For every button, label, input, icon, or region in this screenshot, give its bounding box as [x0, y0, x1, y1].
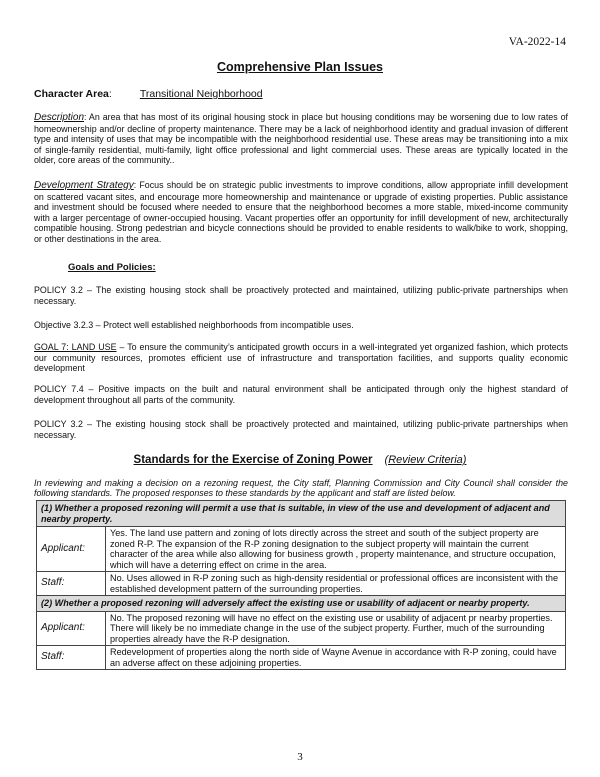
description-text: : An area that has most of its original housing stock in place but housing conditions may be worsening due to low rates of homeownership and/or decline of property maintenance. There may be a lack of neighborhood identity and gradual invasion of different type and intensity of uses that may be incompatible with the neighborhood residential use. These areas may be transitioning into a mix of single-family residential, multi-family, light office professional and light commercial uses. These areas are typically located in the older, core areas of the community..: [34, 112, 568, 166]
case-number: VA-2022-14: [508, 36, 566, 48]
criterion-2-question-row: [37, 596, 566, 612]
description-paragraph: [34, 112, 568, 166]
page-title: Comprehensive Plan Issues: [216, 60, 384, 74]
criterion-2-applicant-row: [37, 611, 566, 646]
character-area: [34, 88, 263, 100]
criterion-2-staff-row: [37, 646, 566, 670]
staff-response: Redevelopment of properties along the north side of Wayne Avenue in accordance with R-P zoning, could have an adverse affect on these adjoining properties.: [106, 646, 566, 670]
objective-3-2-3-paragraph: Objective 3.2.3 – Protect well established neighborhoods from incompatible uses.: [34, 320, 354, 330]
page-number: 3: [297, 751, 303, 763]
character-area-colon: :: [108, 88, 112, 100]
criterion-question: (1) Whether a proposed rezoning will permit a use that is suitable, in view of the use and development of adjacent and nearby property.: [37, 501, 566, 527]
policy-7-4-paragraph: POLICY 7.4 – Positive impacts on the built and natural environment shall be anticipated through only the highest standard of development throughout all parts of the community.: [34, 384, 568, 405]
criterion-1-applicant-row: [37, 527, 566, 572]
standards-title: Standards for the Exercise of Zoning Power: [133, 454, 373, 466]
character-area-value: Transitional Neighborhood: [139, 88, 263, 100]
policy-3-2-repeat-paragraph: POLICY 3.2 – The existing housing stock shall be proactively protected and maintained, utilizing public-private partnerships when necessary.: [34, 419, 568, 440]
description-lead: Description: [34, 112, 85, 123]
criterion-question: (2) Whether a proposed rezoning will adversely affect the existing use or usability of adjacent or nearby property.: [37, 596, 566, 612]
character-area-label: Character Area: [34, 88, 109, 100]
applicant-label: Applicant:: [37, 611, 106, 646]
criterion-1-staff-row: [37, 572, 566, 596]
standards-heading: [0, 454, 600, 466]
goals-heading: Goals and Policies:: [68, 262, 156, 273]
development-strategy-text: : Focus should be on strategic public investments to improve conditions, allow appropriate infill development on scattered vacant sites, and encourage more homeownership and maintenance or upgrade of existing properties. Public assistance and investment should be focused where needed to ensure that the neighborhood becomes a more stable, mixed-income community with a larger percentage of owner-occupied housing. Vacant properties offer an opportunity for infill development of new, architecturally compatible housing. Strong pedestrian and bicycle connections should be provided to enable residents to walk/bike to work, shopping, or other destinations in the area.: [34, 180, 568, 244]
goal-7-paragraph: [34, 342, 568, 374]
development-strategy-lead: Development Strategy: [34, 180, 134, 191]
policy-3-2-paragraph: POLICY 3.2 – The existing housing stock shall be proactively protected and maintained, utilizing public-private partnerships when necessary.: [34, 285, 568, 306]
staff-response: No. Uses allowed in R-P zoning such as high-density residential or professional offices are inconsistent with the established development pattern of the surrounding properties.: [106, 572, 566, 596]
applicant-response: Yes. The land use pattern and zoning of lots directly across the street and south of the subject property are zoned R-P. The expansion of the R-P zoning designation to the subject property will maintain the current character of the area while also allowing for business growth , property maintenance, and structure occupation, which will have a deterring effect on crime in the area.: [106, 527, 566, 572]
goal-7-text: – To ensure the community’s anticipated growth occurs in a well-integrated yet organized fashion, which protects our community resources, promotes efficient use of infrastructure and transportation facilities, and supports quality economic development: [34, 342, 568, 374]
applicant-label: Applicant:: [37, 527, 106, 572]
criterion-1-question-row: [37, 501, 566, 527]
development-strategy-paragraph: [34, 180, 568, 245]
review-criteria-table: [36, 500, 566, 670]
goal-7-lead: GOAL 7: LAND USE: [34, 342, 117, 352]
standards-subtitle: (Review Criteria): [384, 454, 467, 466]
standards-intro: In reviewing and making a decision on a rezoning request, the City staff, Planning Commission and City Council shall consider the following standards. The proposed responses to these standards by the applicant and staff are listed below.: [34, 478, 568, 499]
applicant-response: No. The proposed rezoning will have no effect on the existing use or usability of adjacent pr nearby properties. There will likely be no immediate change in the use of the subject property. Further, much of the surrounding properties already have the R-P designation.: [106, 611, 566, 646]
staff-label: Staff:: [37, 646, 106, 670]
staff-label: Staff:: [37, 572, 106, 596]
